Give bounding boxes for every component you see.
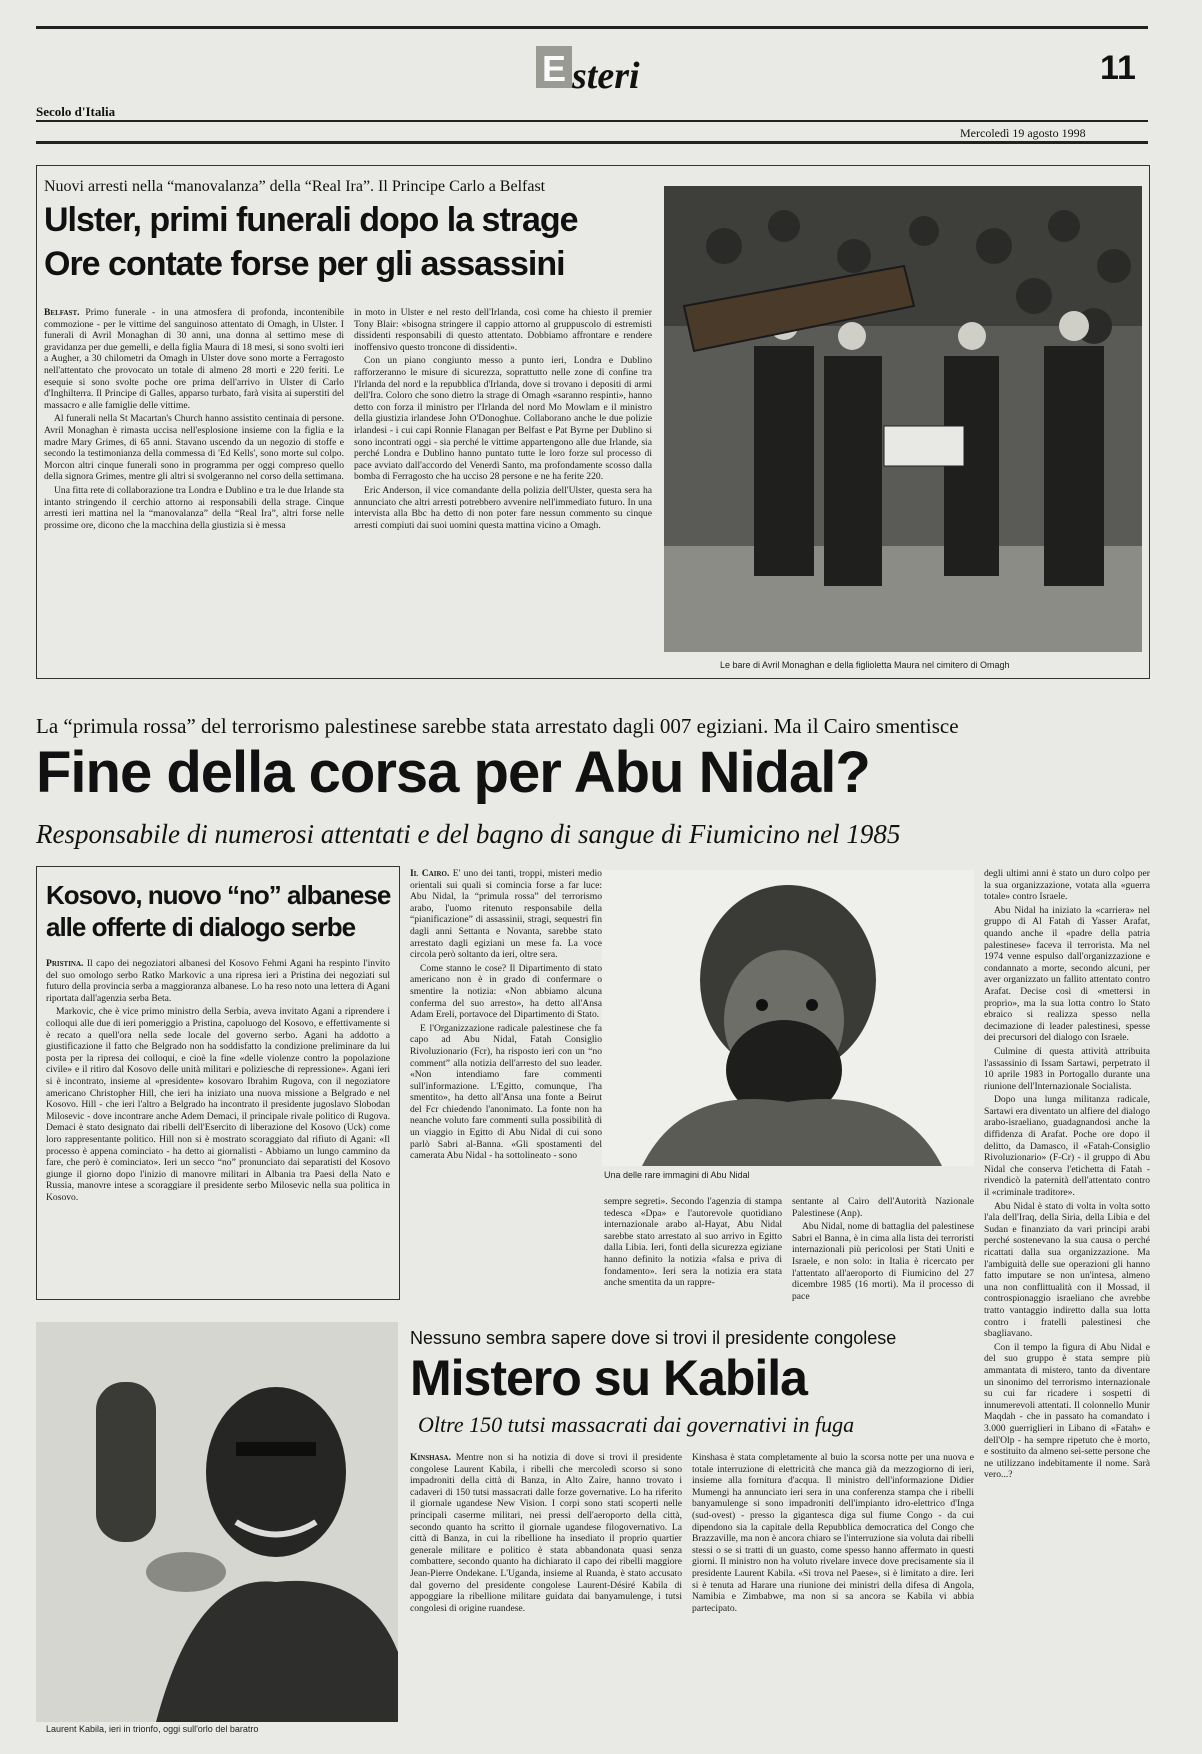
abunidal-col1-para: E l'Organizzazione radicale palestinese che fa capo ad Abu Nidal, Fatah Consiglio Rivoluzionario (Fcr), ha risposto ieri con un “no comment” alla notizia dell'arresto del suo leader. «Non intendiamo fare commenti sull'informazione. L'Egitto, comunque, l'ha smentito», ha detto all'Ansa una fonte a Beirut del Fcr chiedendo l'anonimato. La fonte non ha neanche voluto fare commenti sulla possibilità di un viaggio in Egitto di Abu Nidal di cui sono parlò Sabri al-Banna. «Gli spostamenti del camerata Abu Nidal - ha sottolineato - sono xyxy=(410,1022,602,1162)
abunidal-photo-caption: Una delle rare immagini di Abu Nidal xyxy=(604,1170,750,1180)
abunidal-subhead: Responsabile di numerosi attentati e del bagno di sangue di Fiumicino nel 1985 xyxy=(36,819,901,849)
abunidal-headline: Fine della corsa per Abu Nidal? xyxy=(36,740,870,805)
abunidal-col4-para: Abu Nidal è stato di volta in volta sotto l'ala dell'Iraq, della Siria, della Libia e del Sudan e finanziato da vari principi arabi perché sostenevano la sua causa o perché ricattati dalla sua organizzazione. Ma l'ambiguità delle sue operazioni gli hanno fatto imputare se non un'intesa, almeno una non conflittualità con il Mossad, il controspionaggio israeliano che avrebbe tratto vantaggio indiretto dalla sua lotta contro i fratelli palestinesi che sbagliavano. xyxy=(984,1200,1150,1340)
paper-name: Secolo d'Italia xyxy=(36,104,116,119)
ulster-kicker: Nuovi arresti nella “manovalanza” della “Real Ira”. Il Principe Carlo a Belfast xyxy=(44,178,546,195)
abunidal-col4-para: Dopo una lunga militanza radicale, Sartawi era diventato un alfiere del dialogo arabo-israeliano, guadagnandosi anche la diffidenza di Arafat. Poche ore dopo il delitto, da Damasco, il «Fatah-Consiglio Rivoluzionario» (F-Cr) - il gruppo di Abu Nidal che conserva l'etichetta di Fatah - rivendicò la paternità dell'attentato contro il «criminale traditore». xyxy=(984,1094,1150,1199)
section-initial: E xyxy=(542,48,567,89)
kosovo-dateline: Pristina. xyxy=(46,958,84,969)
section-title: steri xyxy=(572,55,640,97)
kabila-dateline: Kinshasa. xyxy=(410,1452,451,1463)
ulster-col1-para: Al funerali nella St Macartan's Church hanno assistito centinaia di persone. Avril Monaghan è rimasta uccisa nell'esplosione insieme con la figlia e la madre Mary Grimes, di 65 anni. Stavano uscendo da un negozio di stoffe e secondo la testimonianza della commessa di 'Ed Kells', sono morte sul colpo. Morcon altri cinque funerali sono in programma per oggi compreso quello della signora Grimes, mentre gli altri si svolgeranno nel corso della settimana. xyxy=(44,413,344,483)
kabila-photo xyxy=(36,1322,398,1722)
abunidal-col4-para: Culmine di questa attività attribuita l'assassinio di Issam Sartawi, perpetrato il 10 aprile 1983 in Portogallo durante una riunione dell'Internazionale Socialista. xyxy=(984,1045,1150,1092)
ulster-dateline: Belfast. xyxy=(44,307,80,318)
kabila-kicker: Nessuno sembra sapere dove si trovi il presidente congolese xyxy=(410,1328,897,1348)
funeral-photo-caption: Le bare di Avril Monaghan e della figlioletta Maura nel cimitero di Omagh xyxy=(720,660,1010,670)
ulster-col2-para: Con un piano congiunto messo a punto ieri, Londra e Dublino rafforzeranno le misure di sicurezza, soprattutto nelle zone di confine tra l'Irlanda del nord e la repubblica d'Irlanda, dove si trovano i depositi di armi dell'Ira. Coloro che sono dietro la strage di Omagh «saranno respinti», hanno detto con forza il ministro per l'Irlanda del nord Mo Mowlam e il ministro della giustizia irlandese John O'Donoghue. Collaborano anche le due polizie irlandesi - i cui capi Ronnie Flanagan per Belfast e Pat Byrne per Dublino si sono incontrati oggi - sia perché le vittime appartengono alle due Irlande, sia perché Londra e Dublino hanno puntato tutte le loro forze sul processo di pace avviato dall'accordo del Venerdì Santo, ma profondamente scosso dalla bomba di Ferragosto che ha ucciso 28 persone e ne ha ferite 220. xyxy=(354,355,652,483)
ulster-col2-para: Eric Anderson, il vice comandante della polizia dell'Ulster, questa sera ha annunciato che altri arresti potrebbero avvenire nell'immediato futuro. In una intervista alla Bbc ha detto di non poter fare nessun commento su cinque arresti compiuti dai suoi uomini questa mattina vicino a Omagh. xyxy=(354,484,652,531)
abunidal-column-3 xyxy=(792,1196,974,1314)
abunidal-photo xyxy=(602,870,974,1166)
abunidal-col4-para: degli ultimi anni è stato un duro colpo per la sua organizzazione, votata alla «guerra totale» contro Israele. xyxy=(984,868,1150,903)
abunidal-photo-illustration xyxy=(602,870,974,1166)
abunidal-col4-para: Con il tempo la figura di Abu Nidal e del suo gruppo è stata sempre più ammantata di mistero, tanto da diventare un sinonimo del terrorismo internazionale su cui far ricadere i sospetti di innumerevoli attentati. Il colonnello Munir Maqdah - che in passato ha comandato i 3.000 guerriglieri in Libano di «Fatah» e dell'Olp - ha sempre ripetuto che è morto, e sostituito da almeno sei-sette persone che ne utilizzano indebitamente il nome. Sarà vero...? xyxy=(984,1341,1150,1481)
kosovo-headline-2: alle offerte di dialogo serbe xyxy=(46,912,356,942)
kabila-subhead: Oltre 150 tutsi massacrati dai governativi in fuga xyxy=(418,1412,855,1437)
kosovo-body xyxy=(46,958,390,1292)
kosovo-para: Markovic, che è vice primo ministro della Serbia, aveva invitato Agani a riprendere i colloqui alle due di ieri pomeriggio a Pristina, capoluogo del Kosovo, e effettivamente si è recato a quell'ora nella sede locale del governo serbo. Agani ha addotto a giustificazione il fatto che Belgrado non ha soddisfatto la condizione preliminare da lui posta per la ripresa dei colloqui, e cioè la fine «delle violenze contro la popolazione civile» e il ritiro dal Kosovo delle unità militari e poliziesche di repressione». Agani ieri si è incontrato, insieme al «presidente» kosovaro Ibrahim Rugova, con il negoziatore americano Christopher Hill, che ieri ha iniziato una nuova missione a Belgrado e nel Kosovo. Hill - che ieri l'altro a Belgrado ha incontrato il presidente jugoslavo Slobodan Milosevic - dove incontrare anche Adem Demaci, il principale rivale politico di Rugova. Demaci è stato designato dai ribelli dell'Esercito di liberazione del Kosovo (Uck) come loro rappresentante politico. Hill non si è mostrato scoraggiato dal rifiuto di Agani: «Il processo è appena cominciato - ha detto ai giornalisti - Abbiamo un lungo cammino da fare, che però è cominciato». Ieri un secco “no” pronunciato dai separatisti del Kosovo giunge il giorno dopo l'inizio di manovre militari in Albania tra Paesi della Nato e Russia, manovre intese a scoraggiare il presidente serbo Milosevic nella sua politica in Kosovo. xyxy=(46,1006,390,1203)
kosovo-para: Il capo dei negoziatori albanesi del Kosovo Fehmi Agani ha respinto l'invito del suo omologo serbo Ratko Markovic a una ripresa ieri a Pristina dei negoziati sul futuro della provincia serba a maggioranza albanese. Lo ha reso noto una lettera di Agani riportata dall'agenzia serba Beta. xyxy=(46,958,390,1004)
abunidal-col1-para: Come stanno le cose? Il Dipartimento di stato americano non è in grado di confermare o smentire la notizia: «Non abbiamo alcuna conferma del suo arresto», ha detto all'Ansa Adam Ereli, portavoce del Dipartimento di Stato. xyxy=(410,962,602,1021)
abunidal-col2-para: sempre segreti». Secondo l'agenzia di stampa tedesca «Dpa» e l'autorevole quotidiano internazionale arabo al-Hayat, Abu Nidal sarebbe stato arrestato al suo arrivo in Egitto dalla Libia. Ieri, fonti della sicurezza egiziane hanno definito la notizia «falsa e priva di fondamento». Ieri sera la notizia era stata anche smentita da un rappre- xyxy=(604,1196,782,1289)
ulster-headline-2: Ore contate forse per gli assassini xyxy=(44,245,565,283)
funeral-photo-illustration xyxy=(664,186,1142,652)
abunidal-dateline: Il Cairo. xyxy=(410,868,450,879)
ulster-col2-para: in moto in Ulster e nel resto dell'Irlanda, così come ha chiesto il premier Tony Blair: «bisogna stringere il cappio attorno al gruppuscolo di estremisti dissidenti responsabili di questo attentato. Dobbiamo affrontare e rendere inoffensivo questo troncone di dissidenti». xyxy=(354,307,652,353)
kabila-photo-caption: Laurent Kabila, ieri in trionfo, oggi sull'orlo del baratro xyxy=(46,1724,259,1734)
date-rule xyxy=(36,141,1148,144)
ulster-col1-para: Primo funerale - in una atmosfera di profonda, incontenibile commozione - per le vittime del sanguinoso attentato di Omagh, in Ulster. I funerali di Avril Monaghan di 30 anni, una donna al settimo mese di gravidanza per due gemelli, e della figlia Maura di 18 mesi, si sono svolti ieri a Augher, a 30 chilometri da Omagh in Ulster dove sono morte a Ferragosto nell'attentato che provocato un totale di almeno 28 morti e 220 feriti. Le esequie si sono svolte poche ore prima dell'arrivo in Ulster di Carlo d'Inghilterra. Il Principe di Galles, apparso turbato, farà visita ai superstiti del massacro e alle famiglie delle vittime. xyxy=(44,307,344,411)
masthead-rule xyxy=(36,120,1148,122)
abunidal-kicker: La “primula rossa” del terrorismo palestinese sarebbe stata arrestato dagli 007 egiziani. Ma il Cairo smentisce xyxy=(36,714,959,738)
ulster-column-1 xyxy=(44,307,344,667)
abunidal-col3-para: sentante al Cairo dell'Autorità Nazionale Palestinese (Anp). xyxy=(792,1196,974,1219)
section-initial-block xyxy=(536,46,572,88)
kabila-headline: Mistero su Kabila xyxy=(410,1350,807,1406)
kabila-photo-illustration xyxy=(36,1322,398,1722)
ulster-col1-para: Una fitta rete di collaborazione tra Londra e Dublino e tra le due Irlande sta intanto stringendo il cerchio attorno ai responsabili della strage. Cinque arresti ieri mattina nel la “manovalanza” della “Real Ira”, altri forse nelle prossime ore, dicono che la macchina della giustizia si è messa xyxy=(44,484,344,531)
abunidal-col1-para: E' uno dei tanti, troppi, misteri medio orientali sui quali si comincia forse a far luce: Abu Nidal, la “primula rossa” del terrorismo arabo, l'uomo ritenuto responsabile della “pianificazione” di assassinii, stragi, sequestri fin dagli anni Settanta e Novanta, sarebbe stato arrestato dagli egiziani un mese fa. La voce circola però soltanto da ieri, oltre sera. xyxy=(410,868,602,961)
abunidal-column-2 xyxy=(604,1196,782,1314)
kabila-col1-para: Mentre non si ha notizia di dove si trovi il presidente congolese Laurent Kabila, i ribelli che mercoledì scorso si sono impadroniti della città di Banza, in Alto Zaire, hanno trovato i cadaveri di 150 tutsi massacrati dalle forze governative. Lo ha riferito il giornale ugandese New Vision. I corpi sono stati scoperti nelle principali caserme militari, nei pressi dell'aeroporto della città, secondo quanto ha scritto il giornale ugandese filogovernativo. La città di Banza, in cui la ribellione ha insediato il proprio quartier generale militare e politico è stata abbandonata quasi senza combattere, secondo quanto ha dichiarato il capo dei ribelli maggiore Jean-Pierre Ondekane. L'Uganda, insieme al Ruanda, è stato accusato dal governo del presidente congolese Laurent-Désiré Kabila di appoggiare la ribellione militare guidata dai banyamulenge, i tutsi congolesi di origine ruandese. xyxy=(410,1452,682,1614)
kabila-col2-para: Kinshasa è stata completamente al buio la scorsa notte per una nuova e totale interruzione di elettricità che manca già da mezzogiorno di ieri, insieme alla fornitura d'acqua. Il ministro dell'informazione Didier Mumengi ha annunciato ieri sera in una conferenza stampa che i ribelli banyamulenge si sono impadroniti dell'impianto idro-elettrico d'Inga (sud-ovest) - presso la gigantesca diga sul fiume Congo - da cui dipendono sia la capitale della Repubblica democratica del Congo che Brazzaville, ma non è ancora chiaro se l'interruzione sia voluta dai ribelli stessi o se si tratti di un guasto, come spesso hanno affermato in questi giorni. Il ministro non ha voluto rivelare invece dove precisamente sia il presidente Laurent Kabila. «Si trova nel Paese», si è limitato a dire. Ieri si è tenuta ad Harare una riunione dei ministri della difesa di Angola, Namibia e Zimbabwe, ma non si sa ancora se Kabila vi abbia partecipato. xyxy=(692,1452,974,1614)
abunidal-col4-para: Abu Nidal ha iniziato la «carriera» nel gruppo di Al Fatah di Yasser Arafat, quando anche il «padre della patria palestinese» faceva il terrorista. Ma nel 1974 venne espulso dall'organizzazione e condannato a morte, secondo alcuni, per aver organizzato un fallito attentato contro Arafat. Decise così di «mettersi in proprio», ma la sua lotta contro lo Stato ebraico si realizza spesso nella decimazione di leader palestinesi, spesse dei precursori del dialogo con Israele. xyxy=(984,904,1150,1044)
kabila-column-2 xyxy=(692,1452,974,1748)
ulster-headline-1: Ulster, primi funerali dopo la strage xyxy=(44,201,578,239)
date: Mercoledì 19 agosto 1998 xyxy=(960,126,1086,140)
ulster-column-2 xyxy=(354,307,652,667)
abunidal-col3-para: Abu Nidal, nome di battaglia del palestinese Sabri el Banna, è in cima alla lista dei terroristi internazionali più pericolosi per Stati Uniti e Israele, e non solo: in Italia è ricercato per l'attentato all'aeroporto di Fiumicino del 27 dicembre 1985 (16 morti). Ma il processo di pace xyxy=(792,1221,974,1302)
kabila-column-1 xyxy=(410,1452,682,1748)
kosovo-headline-1: Kosovo, nuovo “no” albanese xyxy=(46,880,391,910)
abunidal-column-1 xyxy=(410,868,602,1304)
abunidal-column-4 xyxy=(984,868,1150,1748)
top-rule xyxy=(36,26,1148,29)
page-number: 11 xyxy=(1100,49,1136,87)
funeral-photo xyxy=(664,186,1142,652)
